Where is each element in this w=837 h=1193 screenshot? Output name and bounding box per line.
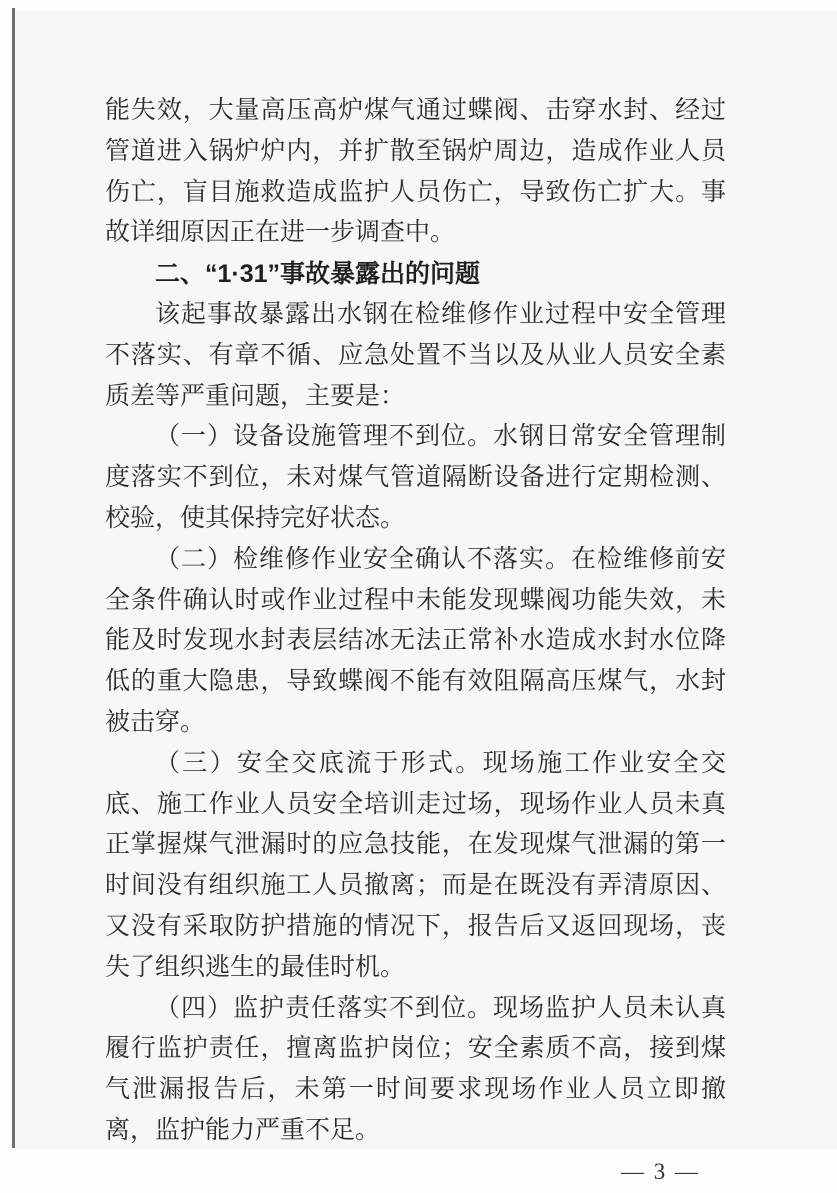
item-3-lead: （三）安全交底流于形式。 (155, 749, 483, 777)
scan-spine-line (12, 8, 15, 1148)
list-item (105, 744, 726, 989)
item-2-body: 在检维修前安全条件确认时或作业过程中未能发现蝶阀功能失效，未能及时发现水封表层结冰无法正常补水造成水封水位降低的重大隐患，导致蝶阀不能有效阻隔高压煤气，水封被击穿。 (105, 545, 726, 736)
item-4-body: 现场监护人员未认真履行监护责任，擅离监护岗位；安全素质不高，接到煤气泄漏报告后，未第一时间要求现场作业人员立即撤离，监护能力严重不足。 (105, 994, 726, 1144)
item-1-lead: （一）设备设施管理不到位。 (155, 423, 493, 451)
list-item (105, 417, 726, 539)
item-3-body: 现场施工作业安全交底、施工作业人员安全培训走过场，现场作业人员未真正掌握煤气泄漏时的应急技能，在发现煤气泄漏的第一时间没有组织施工人员撤离；而是在既没有弄清原因、又没有采取防护措施的情况下，报告后又返回现场，丧失了组织逃生的最佳时机。 (105, 749, 726, 981)
item-2-lead: （二）检维修作业安全确认不落实。 (155, 545, 571, 573)
page-number: — 3 — (621, 1158, 700, 1184)
item-4-lead: （四）监护责任落实不到位。 (155, 994, 493, 1022)
section-heading: 二、“1·31”事故暴露出的问题 (155, 260, 481, 289)
item-1-body: 水钢日常安全管理制度落实不到位，未对煤气管道隔断设备进行定期检测、校验，使其保持完好状态。 (105, 423, 726, 532)
document-body (105, 91, 726, 1193)
continuation-paragraph: 能失效，大量高压高炉煤气通过蝶阀、击穿水封、经过管道进入锅炉炉内，并扩散至锅炉周边，造成作业人员伤亡，盲目施救造成监护人员伤亡，导致伤亡扩大。事故详细原因正在进一步调查中。 (105, 97, 726, 247)
intro-paragraph: 该起事故暴露出水钢在检维修作业过程中安全管理不落实、有章不循、应急处置不当以及从业人员安全素质差等严重问题，主要是： (105, 300, 726, 410)
list-item (105, 989, 726, 1152)
list-item (105, 540, 726, 744)
